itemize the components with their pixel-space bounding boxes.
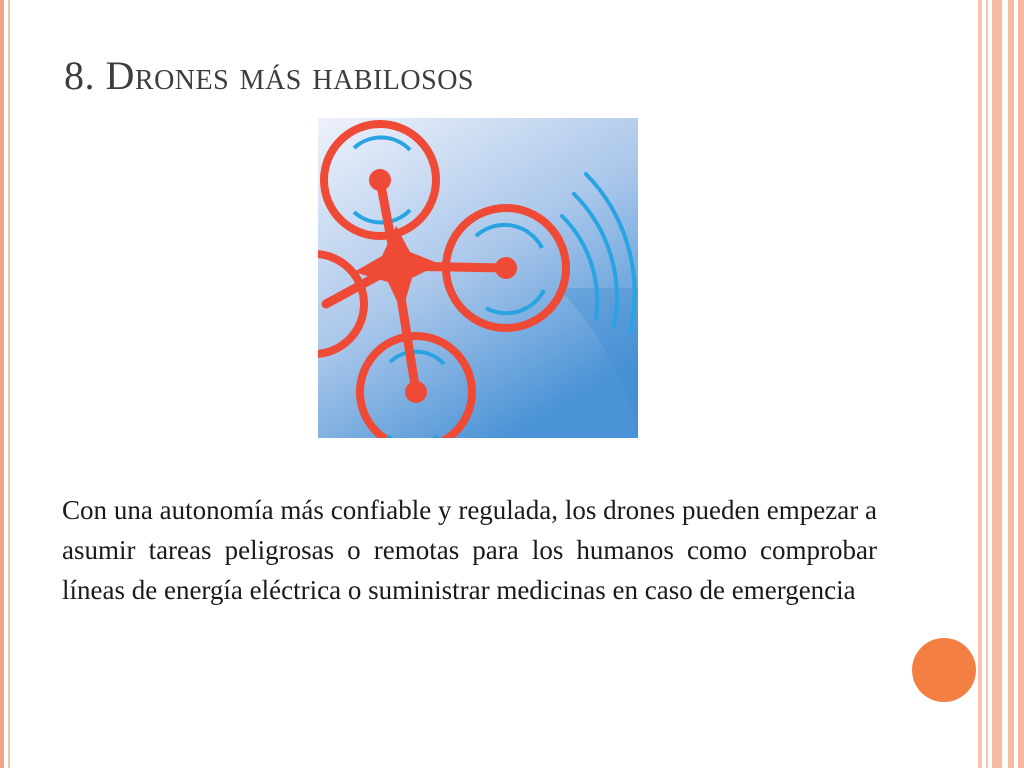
drone-icon bbox=[318, 118, 638, 438]
frame-left-border bbox=[0, 0, 4, 768]
decorative-circle bbox=[912, 638, 976, 702]
decorative-stripe bbox=[992, 0, 1002, 768]
decorative-stripe bbox=[1018, 0, 1024, 768]
drone-illustration bbox=[318, 118, 638, 438]
decorative-stripe bbox=[1008, 0, 1014, 768]
decorative-stripe bbox=[978, 0, 982, 768]
frame-left-inner-line bbox=[8, 0, 10, 768]
slide-title: 8. Drones más habilosos bbox=[64, 53, 474, 98]
slide-body-text: Con una autonomía más confiable y regulada, los drones pueden empezar a asumir tareas peligrosas o remotas para los humanos como comprobar líneas de energía eléctrica o suministrar medicinas en caso de emergencia bbox=[62, 495, 877, 605]
decorative-stripe bbox=[986, 0, 988, 768]
